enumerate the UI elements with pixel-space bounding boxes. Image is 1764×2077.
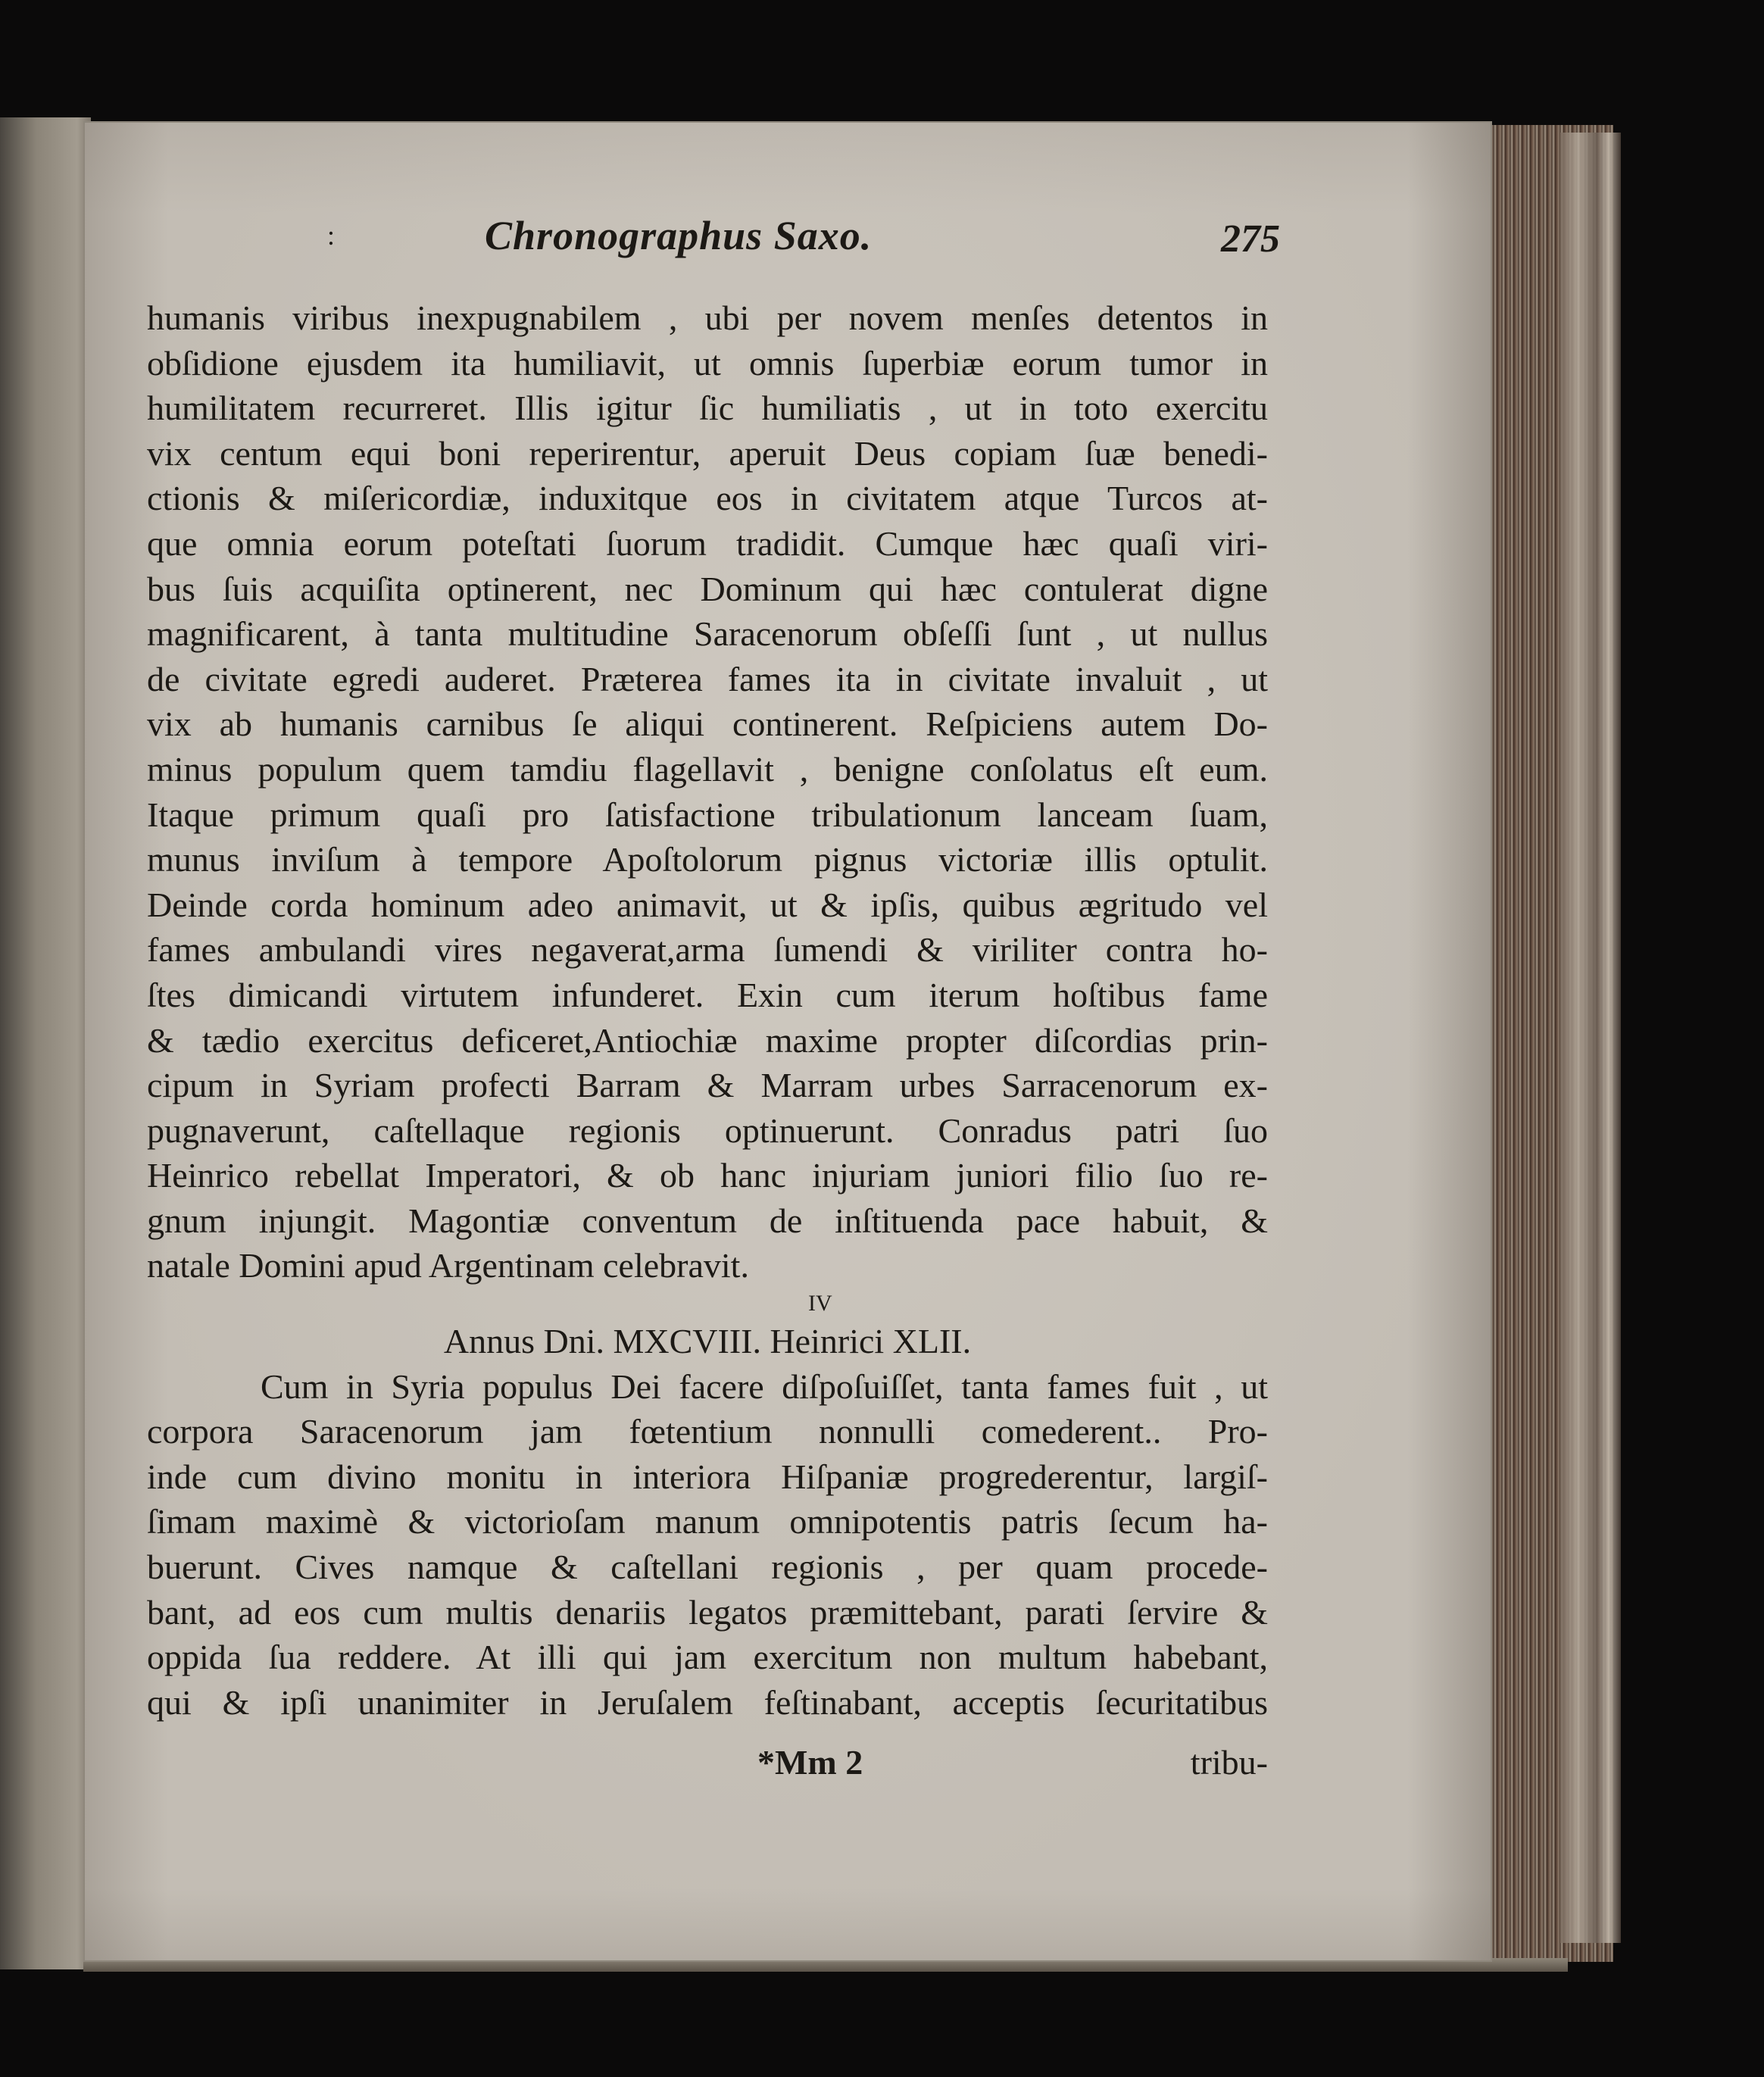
text-line: inde cum divino monitu in interiora Hiſpaniæ progrederentur, largiſ- <box>147 1457 1268 1496</box>
text-line: magnificarent, à tanta multitudine Saracenorum obſeſſi ſunt , ut nullus <box>147 614 1268 654</box>
text-line: buerunt. Cives namque & caſtellani regionis , per quam procede- <box>147 1548 1268 1587</box>
text-line: bant, ad eos cum multis denariis legatos præmittebant, parati ſervire & <box>147 1592 1268 1632</box>
text-line: oppida ſua reddere. At illi qui jam exercitum non multum habebant, <box>147 1638 1268 1677</box>
text-line: Heinrico rebellat Imperatori, & ob hanc injuriam juniori filio ſuo re- <box>147 1156 1268 1195</box>
text-line: minus populum quem tamdiu flagellavit , benigne conſolatus eſt eum. <box>147 749 1268 789</box>
text-line: corpora Saracenorum jam fœtentium nonnulli comederent.. Pro- <box>147 1412 1268 1451</box>
page-footer <box>147 1742 1268 1788</box>
text-line: ſimam maximè & victorioſam manum omnipotentis patris ſecum ha- <box>147 1502 1268 1541</box>
text-line: humanis viribus inexpugnabilem , ubi per novem menſes detentos in <box>147 298 1268 337</box>
text-line: Cum in Syria populus Dei facere diſpoſuiſſet, tanta fames fuit , ut <box>261 1366 1268 1406</box>
signature-mark: *Mm 2 <box>757 1743 863 1782</box>
text-line: munus inviſum à tempore Apoſtolorum pignus victoriæ illis optulit. <box>147 840 1268 879</box>
text-line: gnum injungit. Magontiæ conventum de inſtituenda pace habuit, & <box>147 1201 1268 1240</box>
running-head-mark: : <box>327 220 336 251</box>
text-line: Itaque primum quaſi pro ſatisfactione tribulationum lanceam ſuam, <box>147 795 1268 834</box>
text-line: natale Domini apud Argentinam celebravit. <box>147 1246 749 1285</box>
year-heading: Annus Dni. MXCVIII. Heinrici XLII. <box>443 1322 972 1361</box>
text-line: fames ambulandi vires negaverat,arma ſumendi & viriliter contra ho- <box>147 930 1268 970</box>
text-line: de civitate egredi auderet. Præterea fames ita in civitate invaluit , ut <box>147 659 1268 698</box>
section-numeral: IV <box>808 1291 832 1316</box>
book-cover-edge <box>1560 133 1621 1943</box>
text-line: qui & ipſi unanimiter in Jeruſalem feſtinabant, acceptis ſecuritatibus <box>147 1682 1268 1722</box>
text-line: vix ab humanis carnibus ſe aliqui continerent. Reſpiciens autem Do- <box>147 704 1268 744</box>
text-line: vix centum equi boni reperirentur, aperuit Deus copiam ſuæ benedi- <box>147 433 1268 473</box>
text-line: & tædio exercitus deficeret,Antiochiæ maxime propter diſcordias prin- <box>147 1020 1268 1060</box>
text-line: bus ſuis acquiſita optinerent, nec Dominum qui hæc contulerat digne <box>147 569 1268 608</box>
text-line: Deinde corda hominum adeo animavit, ut & ipſis, quibus ægritudo vel <box>147 885 1268 924</box>
text-block <box>147 295 1268 1725</box>
text-line: obſidione ejusdem ita humiliavit, ut omnis ſuperbiæ eorum tumor in <box>147 343 1268 383</box>
catchword: tribu- <box>1190 1743 1268 1782</box>
left-page-edge <box>0 117 91 1969</box>
running-head: Chronographus Saxo. <box>485 213 873 258</box>
text-line: ſtes dimicandi virtutem infunderet. Exin cum iterum hoſtibus fame <box>147 975 1268 1014</box>
text-line: pugnaverunt, caſtellaque regionis optinuerunt. Conradus patri ſuo <box>147 1110 1268 1150</box>
text-line: humilitatem recurreret. Illis igitur ſic humiliatis , ut in toto exercitu <box>147 389 1268 428</box>
text-line: cipum in Syriam profecti Barram & Marram urbes Sarracenorum ex- <box>147 1066 1268 1105</box>
text-line: que omnia eorum poteſtati ſuorum tradidit. Cumque hæc quaſi viri- <box>147 523 1268 563</box>
text-line: ctionis & miſericordiæ, induxitque eos in civitatem atque Turcos at- <box>147 479 1268 518</box>
page-number: 275 <box>1221 217 1280 261</box>
